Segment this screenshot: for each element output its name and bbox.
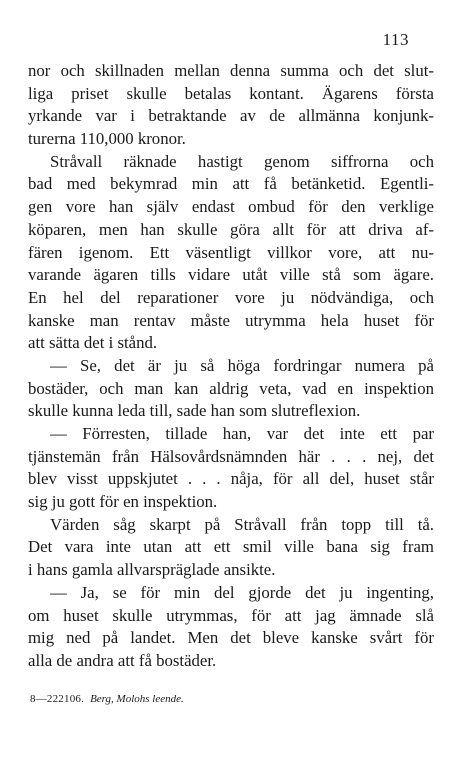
text-line: skulle kunna leda till, sade han som slutreflexion. — [28, 401, 361, 421]
text-line: — Förresten, tillade han, var det inte ett par — [50, 424, 434, 443]
text-line: Värden såg skarpt på Stråvall från topp till tå. — [50, 514, 434, 534]
text-line: alla de andra att få bostäder. — [28, 650, 217, 670]
text-line: Det vara inte utan att ett smil ville bana sig fram — [28, 537, 434, 557]
book-reference: Berg, Molohs leende. — [90, 693, 184, 705]
text-line: tjänstemän från Hälsovårdsnämnden här . . . nej, det — [28, 446, 434, 466]
text-line: bad med bekymrad min att få betänketid. Egentli- — [28, 174, 434, 194]
page-number: 113 — [382, 30, 409, 49]
text-line: nor och skillnaden mellan denna summa och det slut- — [28, 61, 434, 80]
signature-mark: 8—222106. — [30, 693, 85, 705]
text-line: i hans gamla allvarspräglade ansikte. — [28, 560, 276, 580]
text-line: liga priset skulle betalas kontant. Ägarens första — [28, 83, 434, 103]
text-line: — Se, det är ju så höga fordringar numera på — [50, 355, 434, 375]
text-line: fären igenom. Ett väsentligt villkor vore, att nu- — [28, 242, 434, 262]
text-line: Stråvall räknade hastigt genom siffrorna och — [50, 151, 434, 171]
text-line: varande ägaren tills vidare utåt ville stå som ägare. — [28, 265, 434, 285]
printer-signature — [30, 693, 184, 705]
text-line: bostäder, och man kan aldrig veta, vad en inspektion — [28, 378, 434, 398]
text-line: blev visst uppskjutet . . . nåja, för all del, huset står — [28, 469, 434, 489]
text-line: En hel del reparationer vore ju nödvändiga, och — [28, 287, 434, 307]
text-line: kanske man rentav måste utrymma hela huset för — [28, 310, 434, 330]
text-line: mig ned på landet. Men det bleve kanske svårt för — [28, 628, 434, 648]
text-line: yrkande var i betraktande av de allmänna konjunk- — [28, 106, 434, 126]
text-line: sig ju gott för en inspektion. — [28, 492, 218, 512]
text-line: gen vore han själv endast ombud för den verklige — [28, 197, 434, 217]
text-line: — Ja, se för min del gjorde det ju ingenting, — [50, 582, 434, 602]
body-text — [28, 60, 434, 673]
text-line: att sätta det i stånd. — [28, 333, 158, 353]
text-line: köparen, men han skulle göra allt för att driva af- — [28, 219, 434, 239]
text-line: om huset skulle utrymmas, för att jag ämnade slå — [28, 605, 434, 625]
text-line: turerna 110,000 kronor. — [28, 129, 186, 149]
